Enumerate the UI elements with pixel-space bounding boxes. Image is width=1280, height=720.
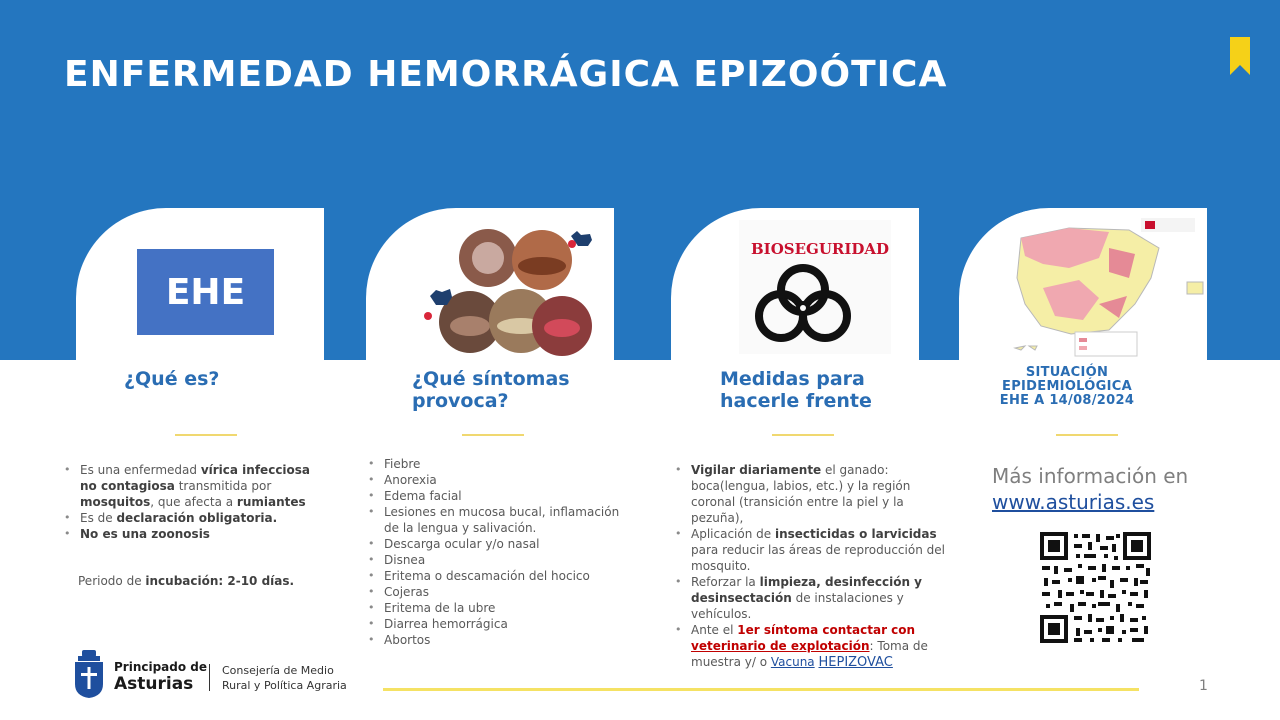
list-item: • Eritema o descamación del hocico	[366, 568, 628, 584]
card-measures	[671, 208, 919, 360]
what-is-heading: ¿Qué es?	[124, 368, 220, 390]
department-name: Consejería de Medio Rural y Política Agraria	[222, 664, 347, 692]
measures-list	[673, 462, 955, 671]
logo-text-line1: Principado de	[114, 660, 208, 674]
list-item: • Eritema de la ubre	[366, 600, 628, 616]
epidemiology-map	[959, 208, 1207, 360]
symptoms-heading: ¿Qué síntomas provoca?	[412, 368, 570, 412]
more-info: Más información en www.asturias.es	[992, 464, 1189, 514]
what-is-list	[62, 462, 314, 542]
card-symptoms	[366, 208, 614, 360]
divider	[462, 434, 524, 436]
list-item: • Diarrea hemorrágica	[366, 616, 628, 632]
hepizovac-link[interactable]: HEPIZOVAC	[818, 655, 893, 670]
biosecurity-label: BIOSEGURIDAD	[751, 240, 890, 258]
list-item: • Reforzar la limpieza, desinfección y desinsectación de instalaciones y vehículos.	[673, 574, 955, 622]
list-item: • Es de declaración obligatoria.	[62, 510, 314, 526]
divider	[772, 434, 834, 436]
incubation-period: Periodo de incubación: 2-10 días.	[78, 574, 295, 588]
symptoms-photo-collage	[366, 208, 614, 360]
asturias-shield-icon	[73, 650, 105, 698]
list-item: • Fiebre	[366, 456, 628, 472]
list-item: • Descarga ocular y/o nasal	[366, 536, 628, 552]
list-item: • Edema facial	[366, 488, 628, 504]
logo-separator	[209, 664, 210, 691]
divider	[175, 434, 237, 436]
list-item: • Aplicación de insecticidas o larvicidas para reducir las áreas de reproducción del mosquito.	[673, 526, 955, 574]
vaccine-link[interactable]: Vacuna	[770, 655, 815, 669]
ehe-logo-image: EHE	[137, 249, 274, 335]
list-item: • Disnea	[366, 552, 628, 568]
list-item: • Ante el 1er síntoma contactar con veterinario de explotación: Toma de muestra y/ o Vacuna HEPIZOVAC	[673, 622, 955, 671]
asturias-link[interactable]: www.asturias.es	[992, 490, 1155, 514]
epidemiology-heading: SITUACIÓN EPIDEMIOLÓGICA EHE A 14/08/2024	[999, 365, 1135, 408]
list-item: • Vigilar diariamente el ganado: boca(lengua, labios, etc.) y la región coronal (transición entre la piel y la pezuña),	[673, 462, 955, 526]
list-item: • Anorexia	[366, 472, 628, 488]
list-item: • Cojeras	[366, 584, 628, 600]
symptoms-list	[366, 456, 628, 648]
divider	[1056, 434, 1118, 436]
qr-code[interactable]	[1040, 532, 1151, 643]
biosecurity-image	[671, 208, 919, 360]
page-title: ENFERMEDAD HEMORRÁGICA EPIZOÓTICA	[64, 54, 948, 95]
list-item: • Es una enfermedad vírica infecciosa no contagiosa transmitida por mosquitos, que afecta a rumiantes	[62, 462, 314, 510]
measures-heading: Medidas para hacerle frente	[720, 368, 872, 412]
list-item: • Lesiones en mucosa bucal, inflamación de la lengua y salivación.	[366, 504, 628, 536]
card-epidemiology	[959, 208, 1207, 360]
list-item: • Abortos	[366, 632, 628, 648]
list-item: • No es una zoonosis	[62, 526, 314, 542]
footer-divider	[383, 688, 1139, 691]
page-number: 1	[1199, 678, 1208, 694]
bookmark-icon[interactable]	[1230, 37, 1250, 75]
logo-text-line2: Asturias	[114, 674, 194, 694]
